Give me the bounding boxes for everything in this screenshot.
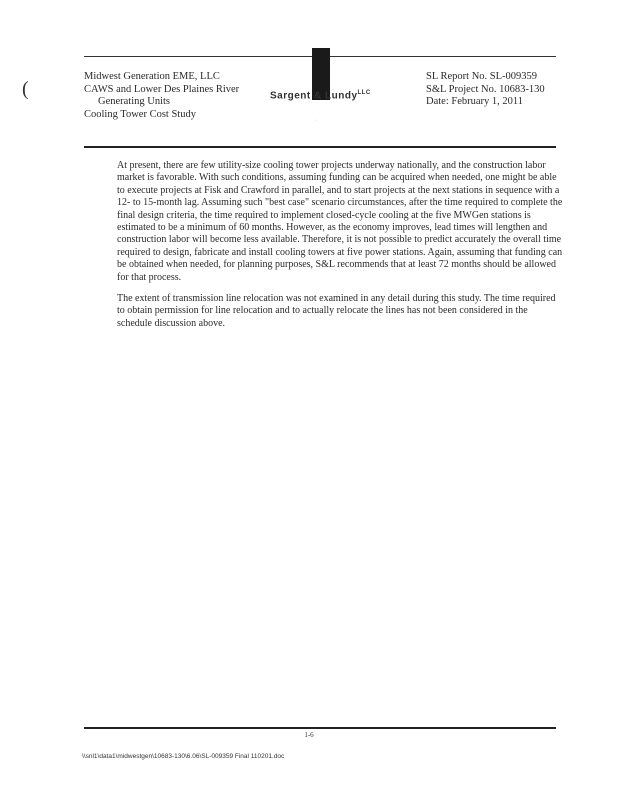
body-paragraph: The extent of transmission line relocation was not examined in any detail during this study. The time required to obtain permission for line relocation and to actually relocate the lines has not been considered in the schedule discussion above. bbox=[117, 293, 556, 329]
body-paragraph: At present, there are few utility-size cooling tower projects underway nationally, and the construction labor market is favorable. With such conditions, assuming funding can be acquired when needed, one might be able to execute projects at Fisk and Crawford in parallel, and to start projects at the next stations in sequence with a 12- to 15-month lag. Assuming such "best case" scenario circumstances, after the time required to complete the final design criteria, the time required to implement closed-cycle cooling at the five MWGen stations is estimated to be a minimum of 60 months. However, as the economy improves, lead times will lengthen and construction labor will become less available. Therefore, it is not possible to predict accurately the overall time required to design, fabricate and install cooling towers at five power stations. Again, assuming that funding can be obtained when needed, for planning purposes, S&L recommends that at least 72 months should be allowed for that process. bbox=[117, 160, 563, 283]
header-bottom-rule bbox=[84, 146, 556, 148]
logo-suffix: LLC bbox=[357, 90, 371, 96]
footer-rule bbox=[84, 727, 556, 729]
company-logo bbox=[270, 90, 371, 101]
header-project-line1: CAWS and Lower Des Plaines River bbox=[84, 83, 240, 95]
body-text bbox=[117, 160, 564, 339]
report-date: Date: February 1, 2011 bbox=[426, 96, 524, 107]
logo-text: Sargent & Lundy bbox=[270, 90, 358, 102]
page-number: 1-6 bbox=[304, 731, 314, 739]
file-path: \\snl1\data1\midwestgen\10683-130\6.06\SL-009359 Final 110201.doc bbox=[82, 753, 285, 760]
header-client: Midwest Generation EME, LLC bbox=[84, 71, 220, 82]
report-number: SL Report No. SL-009359 bbox=[426, 71, 538, 82]
project-number: S&L Project No. 10683-130 bbox=[426, 83, 545, 95]
header-left-block bbox=[84, 71, 239, 121]
margin-mark: ( bbox=[22, 78, 29, 100]
header-right-block bbox=[426, 71, 545, 109]
logo-smudge: · bbox=[315, 118, 317, 124]
header-study-title: Cooling Tower Cost Study bbox=[84, 108, 196, 120]
header-project-line2: Generating Units bbox=[98, 96, 171, 107]
